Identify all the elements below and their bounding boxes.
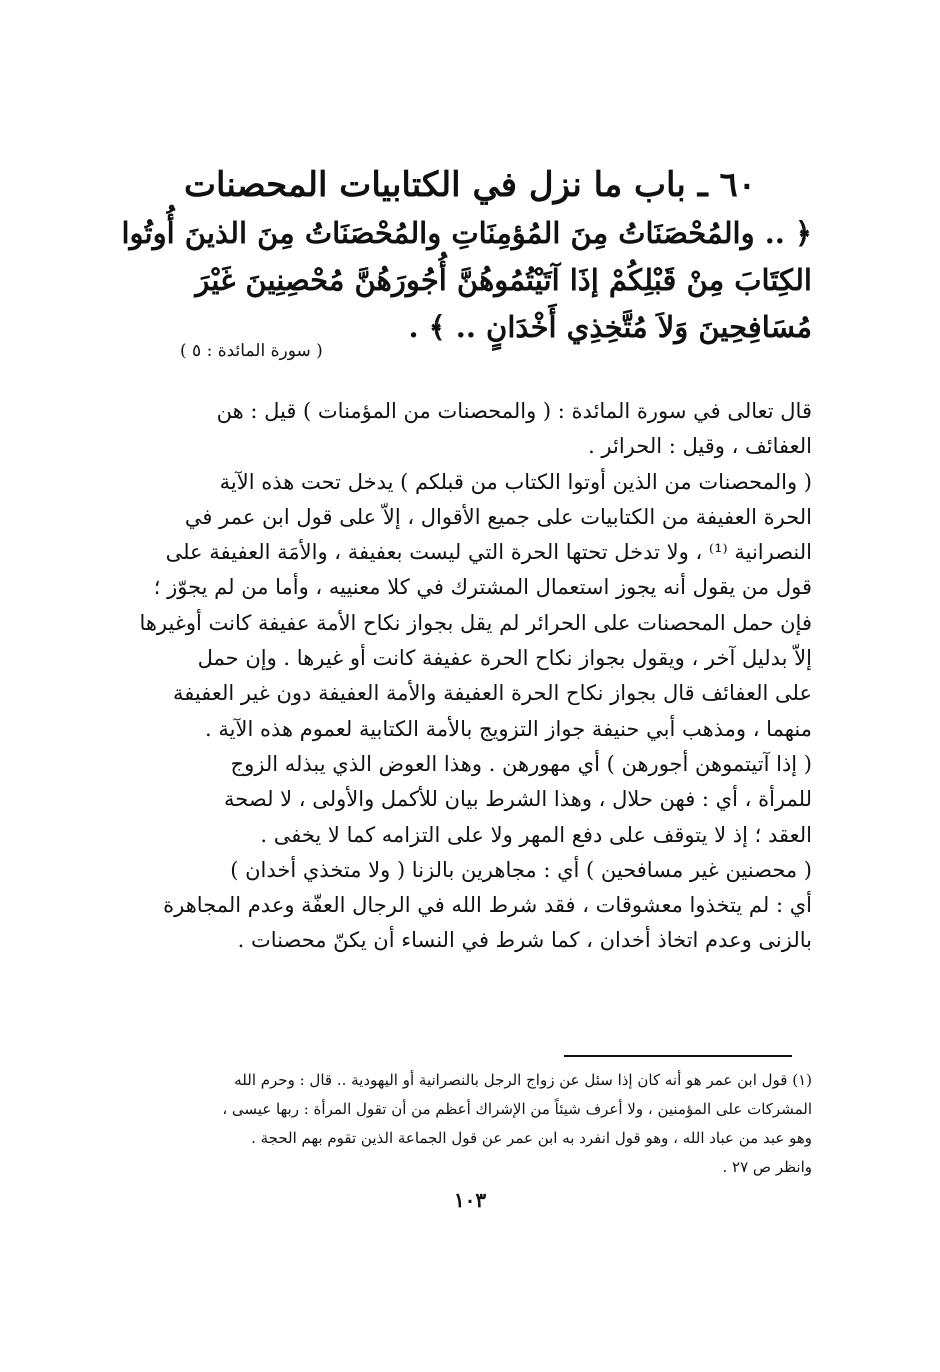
- paragraph: [130, 394, 812, 465]
- paragraph: [130, 465, 812, 747]
- text-line: إلاّ بدليل آخر ، ويقول بجواز نكاح الحرة عفيفة كانت أو غيرها . وإن حمل: [197, 646, 812, 671]
- footnote-divider: [564, 1055, 792, 1057]
- footnotes: [130, 1066, 812, 1182]
- text-line: على العفائف قال بجواز نكاح الحرة العفيفة والأمة العفيفة دون غير العفيفة: [173, 681, 812, 706]
- text-line: النصرانية ⁽¹⁾ ، ولا تدخل تحتها الحرة التي ليست بعفيفة ، والأمَة العفيفة على: [165, 540, 812, 565]
- text-line: أي : لم يتخذوا معشوقات ، فقد شرط الله في الرجال العفّة وعدم المجاهرة: [163, 893, 812, 918]
- text-line: للمرأة ، أي : فهن حلال ، وهذا الشرط بيان للأكمل والأولى ، لا لصحة: [224, 787, 812, 812]
- text-line: العفائف ، وقيل : الحرائر .: [588, 434, 812, 459]
- paragraph: [130, 747, 812, 853]
- text-line: ( إذا آتيتموهن أجورهن ) أي مهورهن . وهذا العوض الذي يبذله الزوج: [230, 751, 812, 776]
- footnote-line: وانظر ص ٢٧ .: [722, 1158, 812, 1176]
- text-line: قول من يقول أنه يجوز استعمال المشترك في كلا معنييه ، وأما من لم يجوّز ؛: [153, 575, 812, 600]
- verse-line: مُسَافِحِينَ وَلاَ مُتَّخِذِي أَخْدَانٍ .. ﴾ .: [408, 310, 812, 344]
- footnote-line: وهو عبد من عباد الله ، وهو قول انفرد به ابن عمر عن قول الجماعة الذين تقوم بهم الحجة .: [251, 1129, 812, 1147]
- chapter-title: ٦٠ ـ باب ما نزل في الكتابيات المحصنات: [183, 164, 757, 205]
- paragraph: [130, 853, 812, 959]
- verse-line: ﴿ .. والمُحْصَنَاتُ مِنَ المُؤمِنَاتِ والمُحْصَنَاتُ مِنَ الذينَ أُوتُوا: [121, 216, 812, 250]
- text-line: فإن حمل المحصنات على الحرائر لم يقل بجواز نكاح الأمة عفيفة كانت أوغيرها: [139, 610, 812, 635]
- text-line: الحرة العفيفة من الكتابيات على جميع الأقوال ، إلاّ على قول ابن عمر في: [184, 504, 812, 529]
- quran-verse-block: [100, 210, 812, 351]
- text-line: بالزنى وعدم اتخاذ أخدان ، كما شرط في النساء أن يكنّ محصنات .: [237, 928, 812, 953]
- footnote-line: (١) قول ابن عمر هو أنه كان إذا سئل عن زواج الرجل بالنصرانية أو اليهودية .. قال : وحرم الله: [234, 1071, 812, 1089]
- footnote-line: المشركات على المؤمنين ، ولا أعرف شيئاً من الإشراك أعظم من أن تقول المرأة : ربها عيسى ،: [222, 1100, 812, 1118]
- text-line: قال تعالى في سورة المائدة : ( والمحصنات من المؤمنات ) قيل : هن: [216, 399, 812, 423]
- verse-source-reference: ( سورة المائدة : ٥ ): [180, 341, 323, 361]
- text-line: منهما ، ومذهب أبي حنيفة جواز التزويج بالأمة الكتابية لعموم هذه الآية .: [205, 716, 812, 741]
- verse-line: الكِتَابَ مِنْ قَبْلِكُمْ إذَا آتَيْتُمُوهُنَّ أُجُورَهُنَّ مُحْصِنِينَ غَيْرَ: [195, 263, 812, 297]
- text-line: العقد ؛ إذ لا يتوقف على دفع المهر ولا على التزامه كما لا يخفى .: [260, 822, 812, 847]
- text-line: ( محصنين غير مسافحين ) أي : مجاهرين بالزنا ( ولا متخذي أخدان ): [230, 857, 812, 882]
- page-number: ١٠٣: [453, 1188, 487, 1212]
- commentary-body: [130, 394, 812, 959]
- text-line: ( والمحصنات من الذين أوتوا الكتاب من قبلكم ) يدخل تحت هذه الآية: [219, 469, 812, 494]
